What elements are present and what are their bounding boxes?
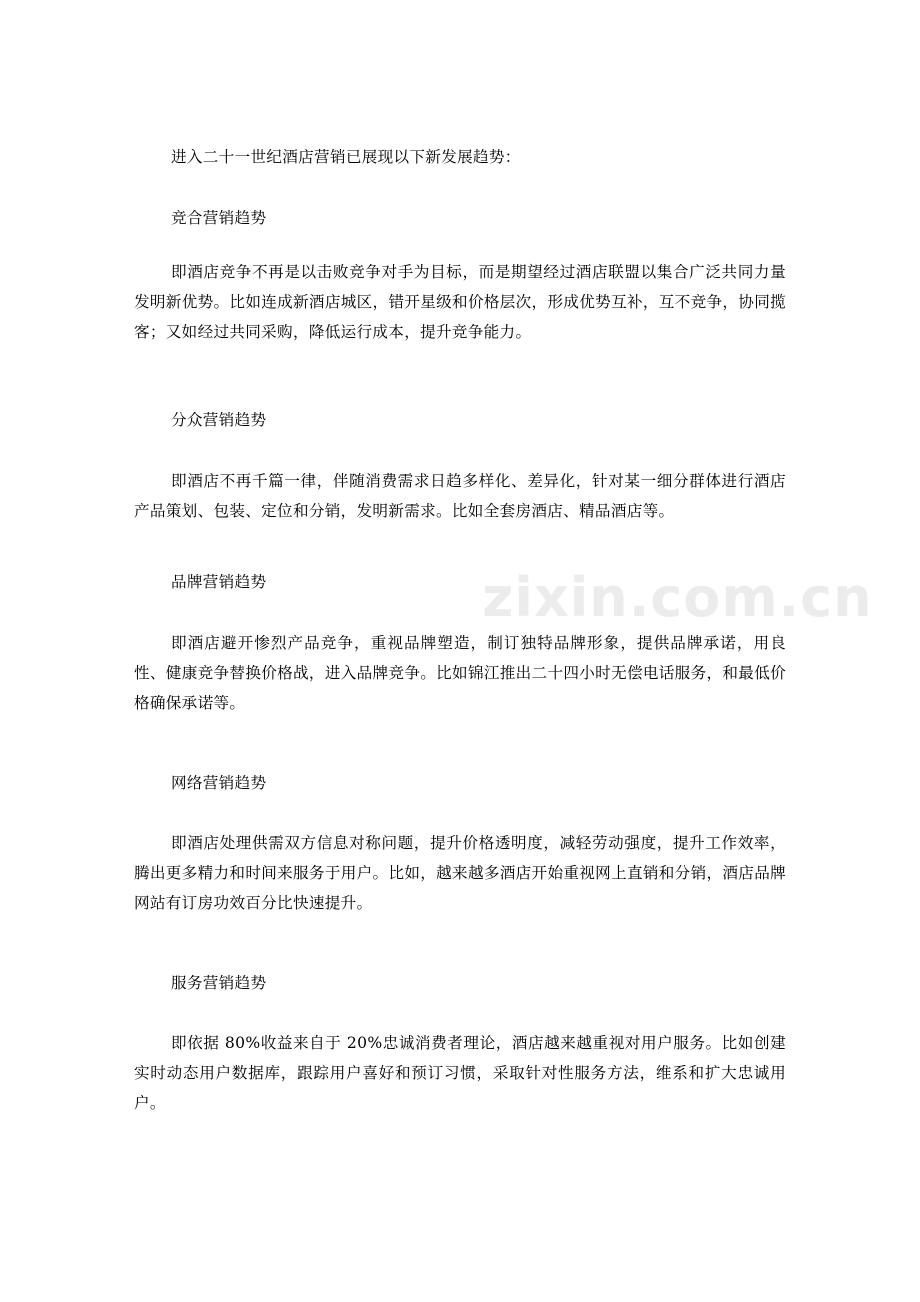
section-body-network: 即酒店处理供需双方信息对称问题，提升价格透明度，减轻劳动强度，提升工作效率，腾出更多精力和时间来服务于用户。比如，越来越多酒店开始重视网上直销和分销，酒店品牌网站有订房功效百分比快速提升。 (134, 834, 786, 912)
section-body-service: 即依据 80%收益来自于 20%忠诚消费者理论，酒店越来越重视对用户服务。比如创建实时动态用户数据库，跟踪用户喜好和预订习惯，采取针对性服务方法，维系和扩大忠诚用户。 (134, 1034, 786, 1112)
intro-line: 进入二十一世纪酒店营销已展现以下新发展趋势： (171, 148, 521, 166)
section-heading-network: 网络营销趋势 (171, 774, 267, 792)
watermark: zixin.com.cn (482, 566, 873, 629)
section-heading-service: 服务营销趋势 (171, 974, 267, 992)
section-body-brand: 即酒店避开惨烈产品竞争，重视品牌塑造，制订独特品牌形象，提供品牌承诺，用良性、健康竞争替换价格战，进入品牌竞争。比如锦江推出二十四小时无偿电话服务，和最低价格确保承诺等。 (134, 634, 786, 712)
section-body-competition: 即酒店竞争不再是以击败竞争对手为目标，而是期望经过酒店联盟以集合广泛共同力量发明新优势。比如连成新酒店城区，错开星级和价格层次，形成优势互补，互不竞争，协同揽客；又如经过共同采购，降低运行成本，提升竞争能力。 (134, 263, 786, 341)
section-heading-brand: 品牌营销趋势 (171, 573, 267, 591)
section-heading-competition: 竞合营销趋势 (171, 209, 267, 227)
section-heading-segmentation: 分众营销趋势 (171, 411, 267, 429)
section-body-segmentation: 即酒店不再千篇一律，伴随消费需求日趋多样化、差异化，针对某一细分群体进行酒店产品策划、包装、定位和分销，发明新需求。比如全套房酒店、精品酒店等。 (134, 472, 786, 520)
